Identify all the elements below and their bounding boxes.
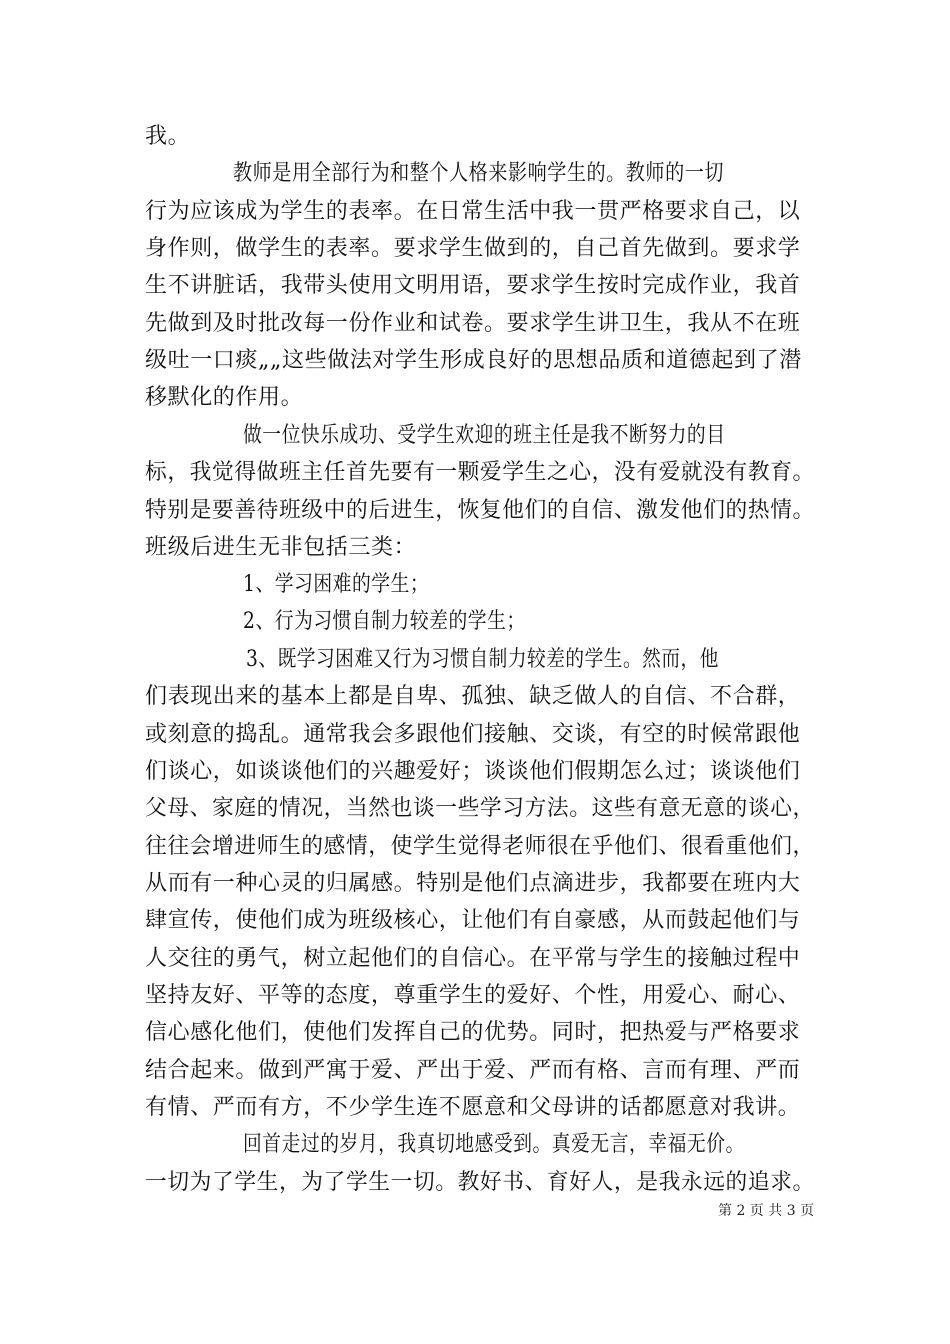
text-line: 肆宣传，使他们成为班级核心，让他们有自豪感，从而鼓起他们与 — [145, 908, 801, 933]
text-line: 们表现出来的基本上都是自卑、孤独、缺乏做人的自信、不合群， — [145, 684, 801, 709]
text-line: 标，我觉得做班主任首先要有一颗爱学生之心，没有爱就没有教育。 — [145, 460, 815, 485]
text-line: 班级后进生无非包括三类： — [145, 535, 417, 560]
text-line: 我。 — [145, 124, 191, 149]
text-line: 结合起来。做到严寓于爱、严出于爱、严而有格、言而有理、严而 — [145, 1058, 801, 1083]
page-number-footer: 第 2 页 共 3 页 — [718, 1203, 815, 1219]
text-line: 信心感化他们，使他们发挥自己的优势。同时，把热爱与严格要求 — [145, 1020, 801, 1045]
text-line: 级吐一口痰„„这些做法对学生形成良好的思想品质和道德起到了潜 — [145, 348, 802, 373]
text-line: 们谈心，如谈谈他们的兴趣爱好；谈谈他们假期怎么过；谈谈他们 — [145, 759, 801, 784]
text-line: 坚持友好、平等的态度，尊重学生的爱好、个性，用爱心、耐心、 — [145, 983, 801, 1008]
paragraph-start: 教师是用全部行为和整个人格来影响学生的。教师的一切 — [233, 161, 724, 186]
text-line: 一切为了学生，为了学生一切。教好书、育好人，是我永远的追求。 — [145, 1170, 815, 1195]
text-line: 生不讲脏话，我带头使用文明用语，要求学生按时完成作业，我首 — [145, 273, 801, 298]
text-line: 往往会增进师生的感情，使学生觉得老师很在乎他们、很看重他们， — [145, 834, 815, 859]
text-line: 从而有一种心灵的归属感。特别是他们点滴进步，我都要在班内大 — [145, 871, 801, 896]
text-line: 移默化的作用。 — [145, 385, 304, 410]
paragraph-start: 回首走过的岁月，我真切地感受到。真爱无言，幸福无价。 — [243, 1132, 745, 1157]
list-item: 1、学习困难的学生； — [243, 572, 430, 597]
text-line: 人交往的勇气，树立起他们的自信心。在平常与学生的接触过程中 — [145, 946, 801, 971]
list-item: 2、行为习惯自制力较差的学生； — [243, 609, 526, 634]
paragraph-start: 做一位快乐成功、受学生欢迎的班主任是我不断努力的目 — [243, 423, 726, 448]
text-line: 行为应该成为学生的表率。在日常生活中我一贯严格要求自己，以 — [145, 199, 801, 224]
text-line: 身作则，做学生的表率。要求学生做到的，自己首先做到。要求学 — [145, 236, 801, 261]
text-line: 或刻意的捣乱。通常我会多跟他们接触、交谈，有空的时候常跟他 — [145, 722, 801, 747]
text-line: 有情、严而有方，不少学生连不愿意和父母讲的话都愿意对我讲。 — [145, 1095, 801, 1120]
text-line: 父母、家庭的情况，当然也谈一些学习方法。这些有意无意的谈心， — [145, 796, 815, 821]
text-line: 特别是要善待班级中的后进生，恢复他们的自信、激发他们的热情。 — [145, 498, 815, 523]
list-item: 3、既学习困难又行为习惯自制力较差的学生。然而，他 — [246, 647, 719, 672]
text-line: 先做到及时批改每一份作业和试卷。要求学生讲卫生，我从不在班 — [145, 311, 801, 336]
